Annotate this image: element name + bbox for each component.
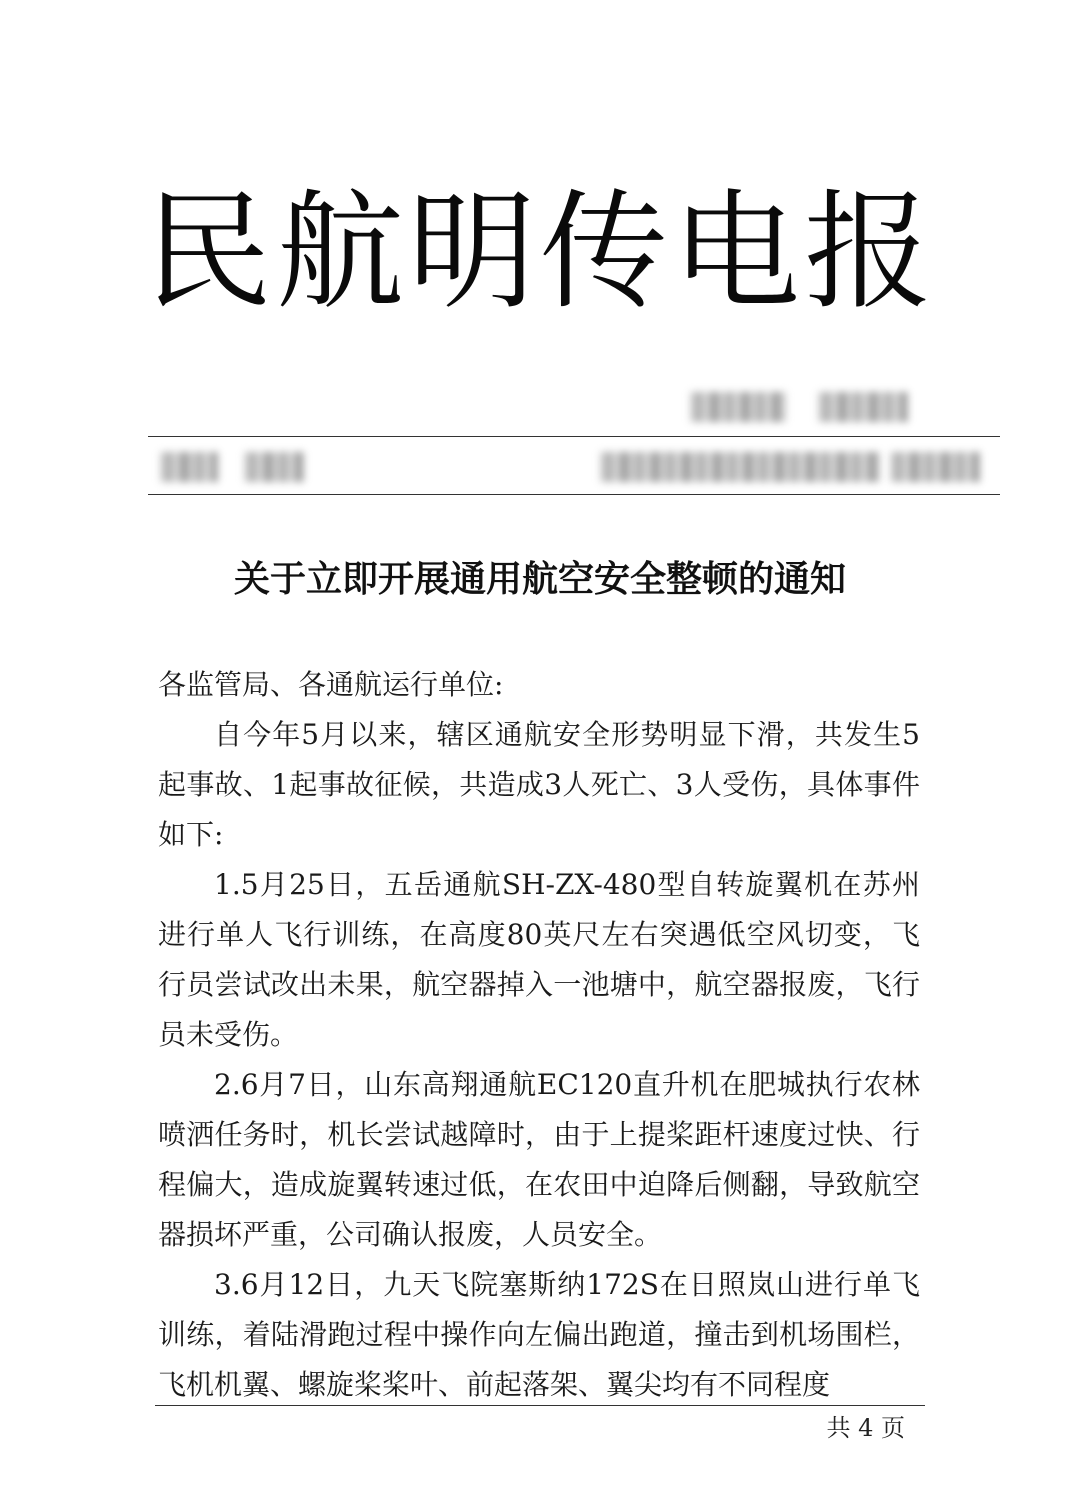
page-count: 共 4 页: [826, 1414, 905, 1442]
redacted-document-number: [600, 452, 880, 482]
header-top-rule: [148, 436, 1000, 437]
notice-title: 关于立即开展通用航空安全整顿的通知: [233, 559, 846, 600]
paragraph-event-2: 2.6月7日，山东高翔通航EC120直升机在肥城执行农林喷洒任务时，机长尝试越障时，由于上提桨距杆速度过快、行程偏大，造成旋翼转速过低，在农田中迫降后侧翻，导致航空器损坏严重，公司确认报废，人员安全。: [158, 1068, 920, 1251]
redacted-priority-value: [244, 452, 304, 482]
footer-rule: [155, 1405, 925, 1406]
paragraph-event-1: 1.5月25日，五岳通航SH-ZX-480型自转旋翼机在苏州进行单人飞行训练，在高度80英尺左右突遇低空风切变，飞行员尝试改出未果，航空器掉入一池塘中，航空器报废，飞行员未受伤。: [158, 868, 920, 1051]
masthead-title: 民航明传电报: [143, 178, 936, 327]
redacted-priority-field: [160, 452, 218, 482]
paragraph-intro: 自今年5月以来，辖区通航安全形势明显下滑，共发生5起事故、1起事故征候，共造成3人死亡、3人受伤，具体事件如下:: [158, 718, 920, 851]
redacted-sender-info-2: [818, 392, 908, 422]
header-bottom-rule: [148, 494, 1000, 495]
redacted-document-number-2: [890, 452, 980, 482]
redacted-sender-info: [690, 392, 786, 422]
salutation: 各监管局、各通航运行单位:: [158, 668, 504, 701]
paragraph-event-3: 3.6月12日，九天飞院塞斯纳172S在日照岚山进行单飞训练，着陆滑跑过程中操作向左偏出跑道，撞击到机场围栏，飞机机翼、螺旋桨桨叶、前起落架、翼尖均有不同程度: [158, 1268, 920, 1401]
notice-body: [158, 660, 920, 1410]
